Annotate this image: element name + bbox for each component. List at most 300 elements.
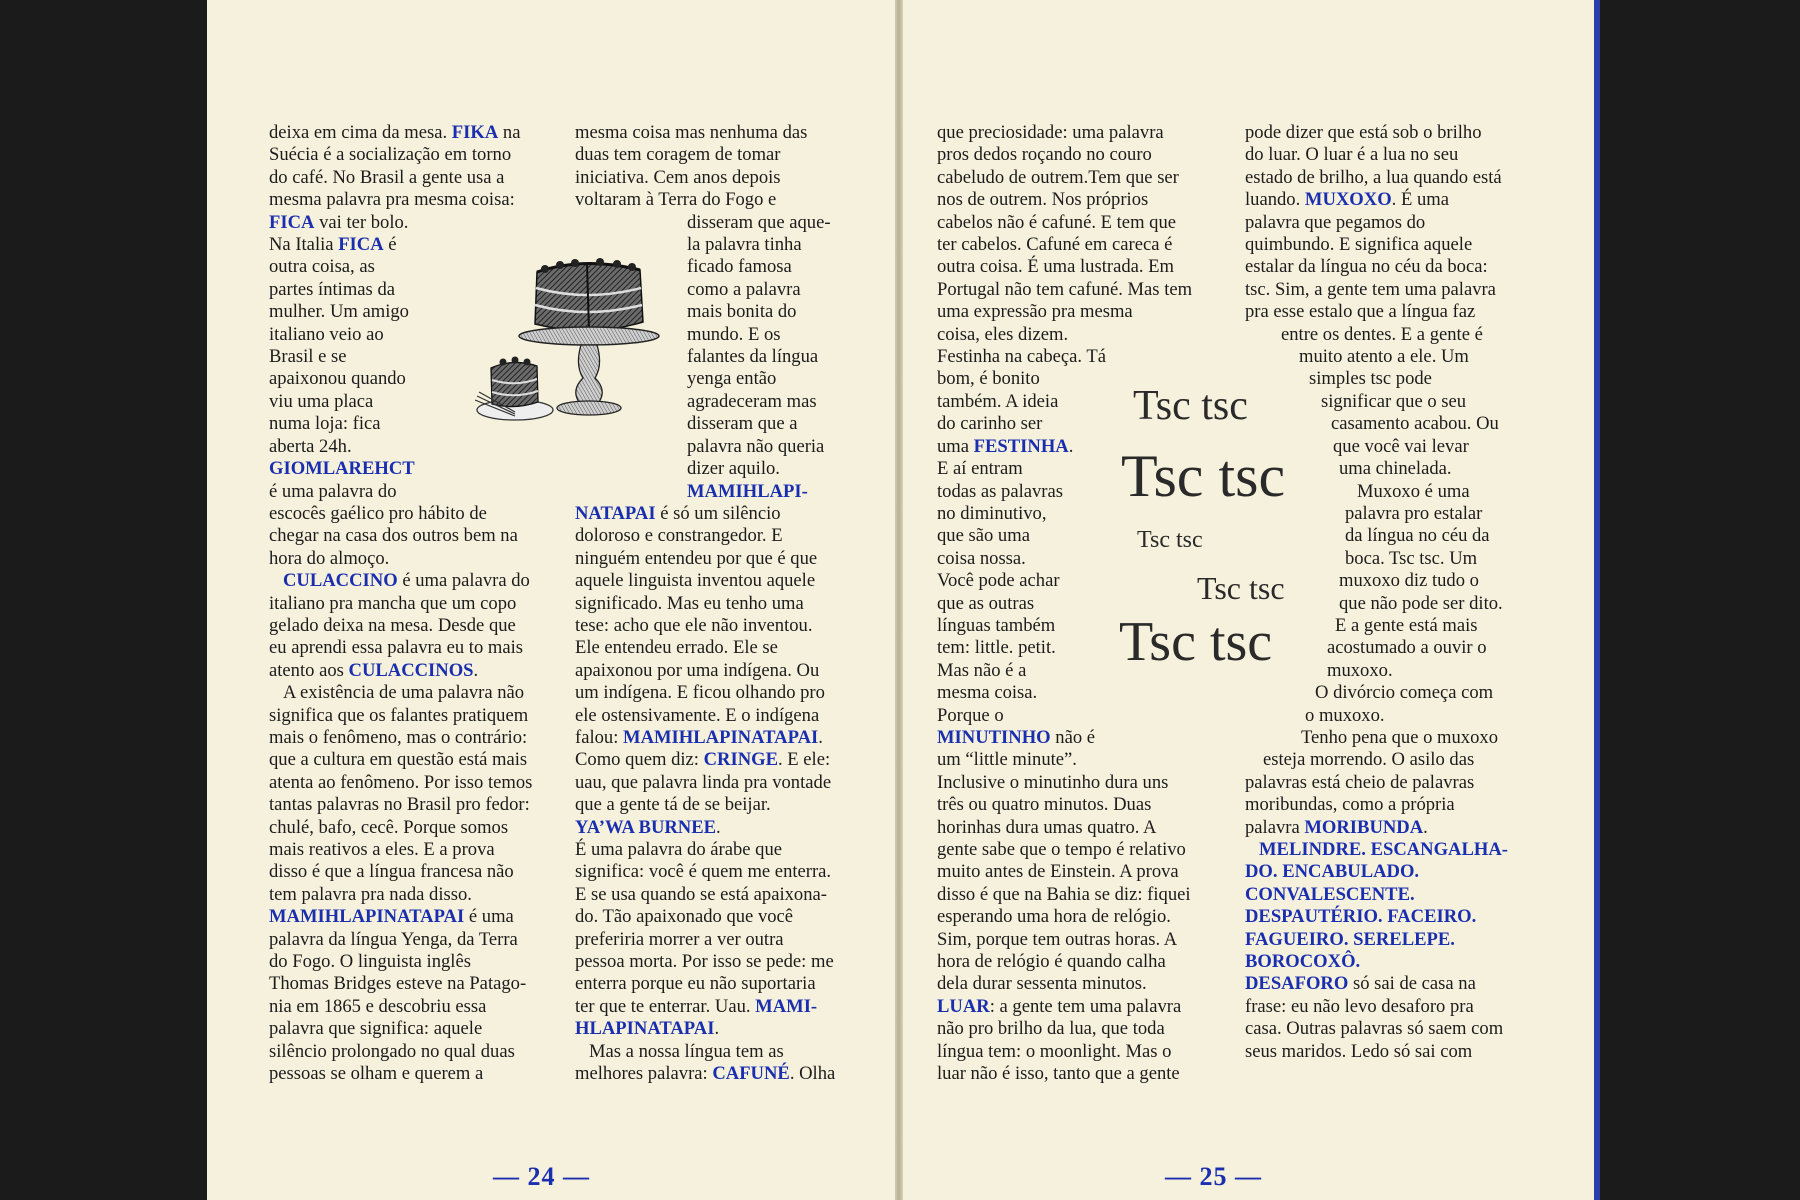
text-run: la palavra tinha xyxy=(687,234,802,256)
text-run: A existência de uma palavra não xyxy=(283,682,525,704)
text-line xyxy=(575,637,875,659)
text-run: que preciosidade: uma palavra xyxy=(937,122,1164,143)
text-run: palavra não queria xyxy=(687,435,825,457)
text-line xyxy=(937,951,1227,973)
text-line xyxy=(575,144,875,166)
text-line xyxy=(269,749,544,771)
text-run: que você vai levar xyxy=(1333,435,1469,457)
text-line xyxy=(269,481,544,503)
text-run: muito antes de Einstein. A prova xyxy=(937,861,1179,883)
text-line xyxy=(1245,481,1545,503)
text-run: pessoa morta. Por isso se pede: me xyxy=(575,951,834,973)
text-run: agradeceram mas xyxy=(687,390,817,412)
text-run: Inclusive o minutinho dura uns xyxy=(937,771,1169,793)
text-run: gente sabe que o tempo é relativo xyxy=(937,839,1186,860)
text-run: . E ele: xyxy=(778,749,831,771)
text-line xyxy=(269,637,544,659)
text-line xyxy=(575,705,875,727)
page-number-24: — 24 — xyxy=(493,1162,590,1191)
text-line xyxy=(269,682,544,704)
text-run: preferiria morrer a ver outra xyxy=(575,928,784,950)
text-line xyxy=(937,122,1227,144)
text-line xyxy=(937,861,1227,883)
cake-illustration xyxy=(475,250,670,440)
text-run: deixa em cima da mesa. xyxy=(269,122,452,143)
text-run: aquele linguista inventou aquele xyxy=(575,570,816,592)
text-run: pros dedos roçando no couro xyxy=(937,144,1152,166)
text-line xyxy=(1245,906,1545,928)
text-run: do Fogo. O linguista inglês xyxy=(269,951,471,973)
text-line xyxy=(937,682,1227,704)
text-line xyxy=(575,122,875,144)
text-line xyxy=(575,593,875,615)
text-line xyxy=(269,951,544,973)
text-line xyxy=(575,861,875,883)
text-run: que a cultura em questão está mais xyxy=(269,749,528,771)
text-run: mais o fenômeno, mas o contrário: xyxy=(269,726,528,748)
text-line xyxy=(1245,279,1545,301)
text-run: na xyxy=(498,122,521,143)
text-line xyxy=(269,189,544,211)
text-line xyxy=(269,458,544,480)
text-run: luando. xyxy=(1245,189,1305,211)
text-line xyxy=(575,481,875,503)
text-run: mesma coisa. xyxy=(937,682,1038,704)
text-line xyxy=(1245,548,1545,570)
text-line xyxy=(937,772,1227,794)
right-page xyxy=(903,0,1594,1200)
text-run: eu aprendi essa palavra eu to mais xyxy=(269,637,524,659)
text-run: língua tem: o moonlight. Mas o xyxy=(937,1040,1172,1062)
text-run: disso é que na Bahia se diz: fiquei xyxy=(937,883,1191,905)
text-line xyxy=(575,996,875,1018)
text-run: . xyxy=(473,659,479,681)
text-line xyxy=(269,144,544,166)
text-line xyxy=(575,749,875,771)
text-run: tem: little. petit. xyxy=(937,637,1056,659)
text-line xyxy=(269,167,544,189)
text-run: mulher. Um amigo xyxy=(269,301,409,323)
text-run: significado. Mas eu tenho uma xyxy=(575,592,804,614)
text-line xyxy=(937,167,1227,189)
text-run: partes íntimas da xyxy=(269,278,395,300)
text-run: ficado famosa xyxy=(687,256,792,278)
text-run: . xyxy=(818,726,823,748)
text-run: disso é que a língua francesa não xyxy=(269,861,514,883)
text-run: numa loja: fica xyxy=(269,413,381,435)
text-run: outra coisa. É uma lustrada. Em xyxy=(937,256,1174,278)
text-run: dela durar sessenta minutos. xyxy=(937,973,1147,995)
text-run: nos de outrem. Nos próprios xyxy=(937,189,1149,211)
text-line xyxy=(1245,570,1545,592)
text-line xyxy=(1245,301,1545,323)
text-run: palavra que significa: aquele xyxy=(269,1018,483,1040)
text-run: pode dizer que está sob o brilho xyxy=(1245,122,1482,143)
text-run: . xyxy=(716,816,721,838)
text-line xyxy=(269,817,544,839)
text-line xyxy=(269,996,544,1018)
text-run: palavra xyxy=(1245,816,1305,838)
text-line xyxy=(575,503,875,525)
text-run: O divórcio começa com xyxy=(1315,682,1494,704)
text-run: línguas também xyxy=(937,614,1056,636)
text-line xyxy=(575,951,875,973)
text-run: É uma palavra do árabe que xyxy=(575,839,783,860)
text-line xyxy=(575,682,875,704)
text-run: quimbundo. E significa aquele xyxy=(1245,234,1473,256)
text-run: muxoxo. xyxy=(1327,659,1393,681)
text-line xyxy=(575,660,875,682)
keyword: FESTINHA xyxy=(973,435,1069,457)
text-run: atento aos xyxy=(269,659,349,681)
text-line xyxy=(937,212,1227,234)
text-run: o muxoxo. xyxy=(1305,704,1385,726)
text-run: Portugal não tem cafuné. Mas tem xyxy=(937,278,1193,300)
text-run: Você pode achar xyxy=(937,570,1060,592)
text-line xyxy=(1245,525,1545,547)
text-run: como a palavra xyxy=(687,278,801,300)
text-line xyxy=(269,212,544,234)
text-line xyxy=(1245,973,1545,995)
tsc-word-4: Tsc tsc xyxy=(1197,570,1285,606)
text-line xyxy=(937,570,1227,592)
text-line xyxy=(1245,794,1545,816)
keyword: CULACCINO xyxy=(283,570,398,592)
keyword: MUXOXO xyxy=(1304,189,1392,211)
text-line xyxy=(1245,212,1545,234)
text-run: Suécia é a socialização em torno xyxy=(269,144,512,166)
text-run: moribundas, como a própria xyxy=(1245,794,1455,816)
keyword: GIOMLAREHCT xyxy=(269,458,415,480)
text-run: tem palavra pra nada disso. xyxy=(269,883,472,905)
text-run: mundo. E os xyxy=(687,323,781,345)
keyword: YA’WA BURNEE xyxy=(575,816,717,838)
text-line xyxy=(1245,234,1545,256)
text-run: italiano veio ao xyxy=(269,323,384,345)
text-line xyxy=(575,839,875,861)
text-line xyxy=(1245,951,1545,973)
text-line xyxy=(1245,122,1545,144)
keyword: FICA xyxy=(338,234,384,256)
text-run: atenta ao fenômeno. Por isso temos xyxy=(269,771,533,793)
text-run: estalar da língua no céu da boca: xyxy=(1245,256,1488,278)
text-run: palavra pro estalar xyxy=(1345,502,1483,524)
text-run: aberta 24h. xyxy=(269,435,352,457)
text-run: do café. No Brasil a gente usa a xyxy=(269,166,505,188)
book-spine xyxy=(895,0,903,1200)
text-run: escocês gaélico pro hábito de xyxy=(269,502,487,524)
text-run: casa. Outras palavras só saem com xyxy=(1245,1018,1504,1040)
text-line xyxy=(1245,324,1545,346)
text-line xyxy=(269,615,544,637)
text-run: . Olha xyxy=(789,1063,836,1085)
text-run: não pro brilho da lua, que toda xyxy=(937,1018,1165,1040)
text-run: uma xyxy=(937,435,974,457)
text-line xyxy=(575,973,875,995)
text-run: horinhas dura umas quatro. A xyxy=(937,816,1157,838)
text-run: chulé, bafo, cecê. Porque somos xyxy=(269,816,509,838)
text-run: gelado deixa na mesa. Desde que xyxy=(269,614,516,636)
text-run: disseram que aque- xyxy=(687,211,831,233)
text-run: é uma palavra do xyxy=(397,570,530,592)
text-run: palavras está cheio de palavras xyxy=(1245,771,1475,793)
text-run: silêncio prolongado no qual duas xyxy=(269,1040,515,1062)
text-run: um indígena. E ficou olhando pro xyxy=(575,682,825,704)
text-run: yenga então xyxy=(687,368,777,390)
text-run: muito atento a ele. Um xyxy=(1299,346,1469,368)
text-run: E aí entram xyxy=(937,458,1023,480)
text-line xyxy=(1245,727,1545,749)
text-line xyxy=(575,1018,875,1040)
text-run: mesma coisa mas nenhuma das xyxy=(575,122,808,143)
text-run: Sim, porque tem outras horas. A xyxy=(937,928,1178,950)
text-run: apaixonou quando xyxy=(269,368,406,390)
text-run: coisa, eles dizem. xyxy=(937,323,1069,345)
text-line xyxy=(1245,929,1545,951)
text-run: ele ostensivamente. E o indígena xyxy=(575,704,820,726)
text-run: . xyxy=(714,1018,720,1040)
text-line xyxy=(937,1063,1227,1085)
page-number-25: — 25 — xyxy=(1165,1162,1262,1191)
text-run: palavra que pegamos do xyxy=(1245,211,1426,233)
text-line xyxy=(1245,413,1545,435)
text-line xyxy=(1245,256,1545,278)
keyword: MELINDRE. ESCANGALHA- xyxy=(1259,839,1508,860)
keyword: MAMI- xyxy=(755,995,818,1017)
text-run: voltaram à Terra do Fogo e xyxy=(575,189,777,211)
text-line xyxy=(1245,660,1545,682)
text-run: simples tsc pode xyxy=(1309,368,1432,390)
text-line xyxy=(937,1041,1227,1063)
text-line xyxy=(937,279,1227,301)
text-line xyxy=(269,839,544,861)
text-line xyxy=(1245,705,1545,727)
text-line xyxy=(1245,144,1545,166)
text-run: muxoxo diz tudo o xyxy=(1339,570,1479,592)
text-line xyxy=(269,593,544,615)
text-line xyxy=(1245,436,1545,458)
text-line xyxy=(937,301,1227,323)
text-line xyxy=(269,705,544,727)
text-line xyxy=(269,122,544,144)
text-run: duas tem coragem de tomar xyxy=(575,144,781,166)
text-run: Mas não é a xyxy=(937,659,1027,681)
text-run: boca. Tsc tsc. Um xyxy=(1345,547,1478,569)
text-line xyxy=(575,212,875,234)
keyword: MAMIHLAPINATAPAI xyxy=(623,726,819,748)
text-run: Thomas Bridges esteve na Patago- xyxy=(269,973,527,995)
text-run: mais reativos a eles. E a prova xyxy=(269,839,495,860)
text-run: Brasil e se xyxy=(269,346,347,368)
text-line xyxy=(937,794,1227,816)
text-run: Mas a nossa língua tem as xyxy=(589,1040,784,1062)
text-line xyxy=(269,906,544,928)
keyword: LUAR xyxy=(937,995,990,1017)
text-line xyxy=(937,996,1227,1018)
text-run: estado de brilho, a lua quando está xyxy=(1245,166,1502,188)
text-line xyxy=(1245,772,1545,794)
text-run: casamento acabou. Ou xyxy=(1331,413,1499,435)
keyword: FAGUEIRO. SERELEPE. xyxy=(1245,928,1455,950)
text-run: é xyxy=(383,234,397,256)
text-line xyxy=(937,973,1227,995)
text-run: significa: você é quem me enterra. xyxy=(575,861,832,883)
text-run: . É uma xyxy=(1391,189,1449,211)
text-line xyxy=(1245,1041,1545,1063)
text-run: palavra da língua Yenga, da Terra xyxy=(269,928,518,950)
text-line xyxy=(1245,615,1545,637)
text-line xyxy=(575,548,875,570)
text-run: E a gente está mais xyxy=(1335,614,1478,636)
text-run: da língua no céu da xyxy=(1345,525,1490,547)
text-line xyxy=(575,570,875,592)
text-run: uma chinelada. xyxy=(1339,458,1452,480)
text-line xyxy=(269,1018,544,1040)
text-line xyxy=(1245,1018,1545,1040)
text-run: vai ter bolo. xyxy=(314,211,409,233)
text-run: tese: acho que ele não inventou. xyxy=(575,614,813,636)
text-line xyxy=(1245,391,1545,413)
text-run: dizer aquilo. xyxy=(687,458,780,480)
text-line xyxy=(937,929,1227,951)
text-line xyxy=(575,525,875,547)
text-run: Muxoxo é uma xyxy=(1357,480,1470,502)
keyword: NATAPAI xyxy=(575,502,656,524)
text-run: entre os dentes. E a gente é xyxy=(1281,323,1483,345)
text-run: coisa nossa. xyxy=(937,547,1026,569)
text-run: bom, é bonito xyxy=(937,368,1040,390)
text-run: cabeludo de outrem.Tem que ser xyxy=(937,166,1179,188)
text-run: . xyxy=(1423,816,1428,838)
text-line xyxy=(1245,458,1545,480)
text-line xyxy=(1245,593,1545,615)
text-run: do carinho ser xyxy=(937,413,1043,435)
text-run: Tenho pena que o muxoxo xyxy=(1301,726,1498,748)
text-line xyxy=(1245,884,1545,906)
text-line xyxy=(575,189,875,211)
tsc-word-1: Tsc tsc xyxy=(1133,383,1248,429)
text-run: que não pode ser dito. xyxy=(1339,592,1503,614)
text-run: esteja morrendo. O asilo das xyxy=(1263,749,1475,771)
text-run: significar que o seu xyxy=(1321,390,1467,412)
text-line xyxy=(575,817,875,839)
text-run: é uma xyxy=(464,906,514,928)
text-line xyxy=(575,458,875,480)
text-line xyxy=(1245,503,1545,525)
text-run: E se usa quando se está apaixona- xyxy=(575,883,827,905)
text-line xyxy=(937,884,1227,906)
text-run: . xyxy=(1068,435,1074,457)
text-line xyxy=(1245,861,1545,883)
text-run: pra esse estalo que a língua faz xyxy=(1245,301,1476,323)
text-run: pessoas se olham e querem a xyxy=(269,1063,484,1085)
text-run: acostumado a ouvir o xyxy=(1327,637,1487,659)
left-page xyxy=(207,0,895,1200)
text-line xyxy=(937,144,1227,166)
text-line xyxy=(269,570,544,592)
text-run: hora do almoço. xyxy=(269,547,390,569)
text-line xyxy=(575,615,875,637)
text-run: falou: xyxy=(575,726,624,748)
keyword: DESAFORO xyxy=(1245,973,1349,995)
text-run: ter cabelos. Cafuné em careca é xyxy=(937,234,1173,256)
text-run: disseram que a xyxy=(687,413,798,435)
text-run: italiano pra mancha que um copo xyxy=(269,592,517,614)
text-line xyxy=(269,503,544,525)
text-run: : a gente tem uma palavra xyxy=(989,995,1182,1017)
text-run: no diminutivo, xyxy=(937,502,1047,524)
text-run: Festinha na cabeça. Tá xyxy=(937,346,1106,368)
text-run: tsc. Sim, a gente tem uma palavra xyxy=(1245,278,1496,300)
keyword: CONVALESCENTE. xyxy=(1245,883,1415,905)
text-run: significa que os falantes pratiquem xyxy=(269,704,529,726)
text-line xyxy=(1245,749,1545,771)
text-line xyxy=(575,929,875,951)
text-line xyxy=(937,906,1227,928)
keyword: MAMIHLAPI- xyxy=(687,480,808,502)
text-line xyxy=(575,727,875,749)
keyword: MAMIHLAPINATAPAI xyxy=(269,906,465,928)
text-run: todas as palavras xyxy=(937,480,1063,502)
text-run: cabelos não é cafuné. E tem que xyxy=(937,211,1177,233)
text-line xyxy=(937,234,1227,256)
tsc-word-5: Tsc tsc xyxy=(1119,611,1273,673)
keyword: CULACCINOS xyxy=(348,659,474,681)
keyword: BOROCOXÔ. xyxy=(1245,951,1361,973)
text-line xyxy=(1245,996,1545,1018)
text-run: apaixonou por uma indígena. Ou xyxy=(575,659,820,681)
text-line xyxy=(269,884,544,906)
text-run: enterra porque eu não suportaria xyxy=(575,973,816,995)
keyword: DO. ENCABULADO. xyxy=(1245,861,1420,883)
text-line xyxy=(269,525,544,547)
text-line xyxy=(575,772,875,794)
text-line xyxy=(269,1063,544,1085)
text-run: tantas palavras no Brasil pro fedor: xyxy=(269,794,530,816)
text-line xyxy=(269,1041,544,1063)
text-line xyxy=(575,906,875,928)
text-run: um “little minute”. xyxy=(937,749,1077,771)
text-run: mais bonita do xyxy=(687,301,797,323)
text-line xyxy=(937,817,1227,839)
text-line xyxy=(575,1063,875,1085)
text-line xyxy=(937,839,1227,861)
text-line xyxy=(269,727,544,749)
text-run: é uma palavra do xyxy=(269,480,397,502)
text-line xyxy=(269,772,544,794)
text-run: hora de relógio é quando calha xyxy=(937,951,1166,973)
text-run: nia em 1865 e descobriu essa xyxy=(269,995,487,1017)
keyword: HLAPINATAPAI xyxy=(575,1018,715,1040)
keyword: FICA xyxy=(269,211,315,233)
text-run: frase: eu não levo desaforo pra xyxy=(1245,995,1474,1017)
text-run: Como quem diz: xyxy=(575,749,704,771)
text-line xyxy=(269,660,544,682)
text-run: só sai de casa na xyxy=(1348,973,1476,995)
text-line xyxy=(1245,189,1545,211)
text-line xyxy=(937,727,1227,749)
text-line xyxy=(575,167,875,189)
text-run: é só um silêncio xyxy=(655,502,781,524)
keyword: CAFUNÉ xyxy=(712,1063,790,1085)
text-run: Ele entendeu errado. Ele se xyxy=(575,637,778,659)
text-line xyxy=(575,1041,875,1063)
text-line xyxy=(269,861,544,883)
text-line xyxy=(937,256,1227,278)
text-line xyxy=(937,189,1227,211)
text-run: luar não é isso, tanto que a gente xyxy=(937,1063,1180,1085)
text-run: viu uma placa xyxy=(269,390,374,412)
